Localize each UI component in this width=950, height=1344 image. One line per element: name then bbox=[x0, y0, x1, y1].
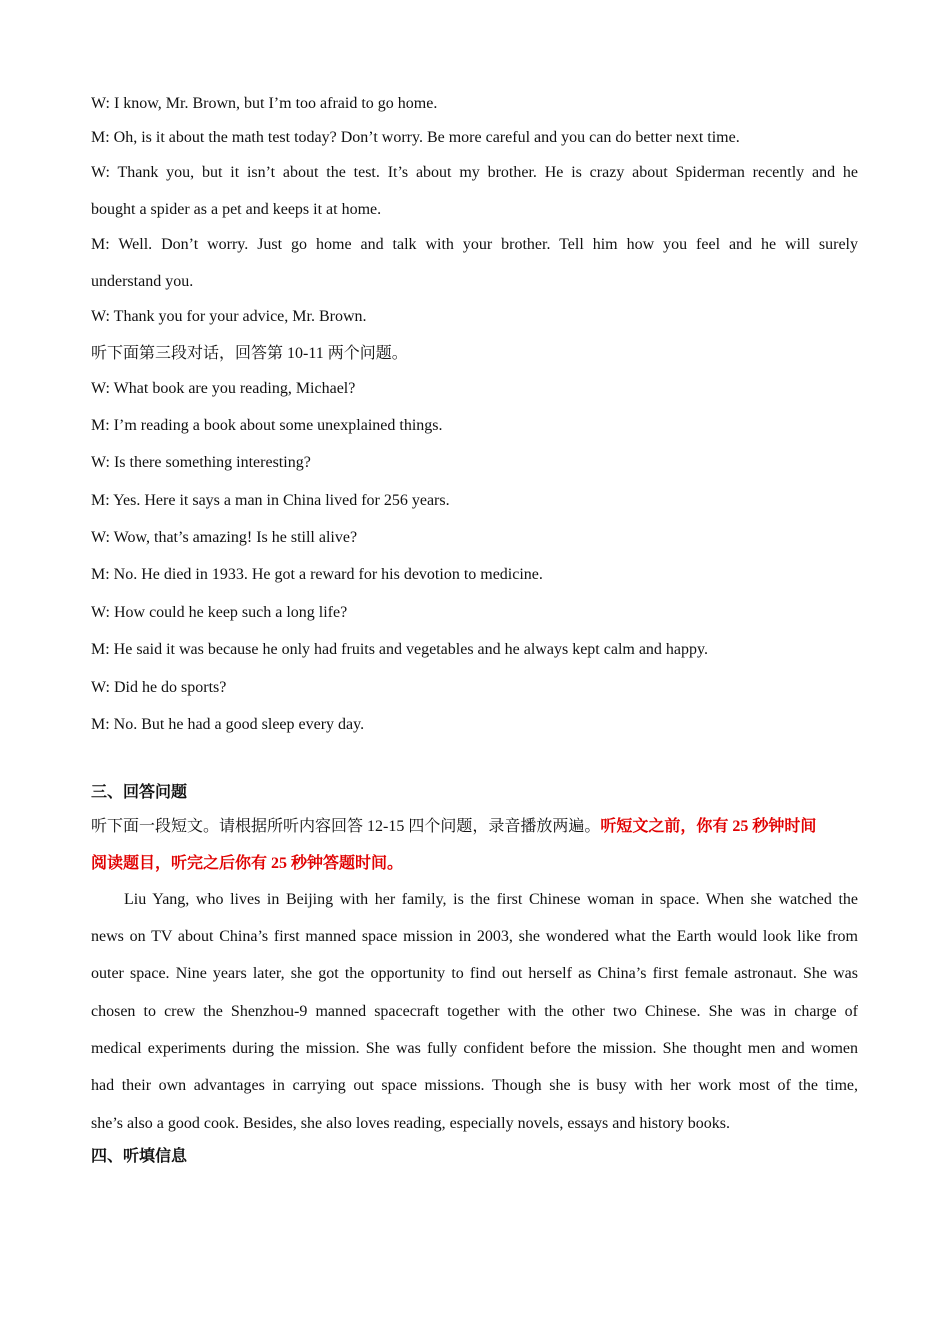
dialogue-line: M: No. He died in 1933. He got a reward for his devotion to medicine. bbox=[91, 566, 543, 583]
section-instructions bbox=[91, 817, 858, 837]
dialogue-line: understand you. bbox=[91, 273, 194, 290]
passage-line: Liu Yang, who lives in Beijing with her family, is the first Chinese woman in space. When she watched the bbox=[124, 891, 858, 908]
dialogue-line: M: Yes. Here it says a man in China lived for 256 years. bbox=[91, 492, 450, 509]
passage-line: chosen to crew the Shenzhou-9 manned spacecraft together with the other two Chinese. She was in charge of bbox=[91, 1003, 858, 1020]
dialogue-line: W: Did he do sports? bbox=[91, 679, 227, 696]
section-heading: 四、听填信息 bbox=[91, 1148, 188, 1165]
dialogue-line: W: Thank you for your advice, Mr. Brown. bbox=[91, 308, 367, 325]
passage-line: medical experiments during the mission. She was fully confident before the mission. She thought men and women bbox=[91, 1040, 858, 1057]
passage-line: outer space. Nine years later, she got the opportunity to find out herself as China’s first female astronaut. She was bbox=[91, 965, 858, 982]
dialogue-line: W: What book are you reading, Michael? bbox=[91, 380, 356, 397]
passage-line: she’s also a good cook. Besides, she also loves reading, especially novels, essays and history books. bbox=[91, 1115, 730, 1132]
dialogue-line: W: Thank you, but it isn’t about the test. It’s about my brother. He is crazy about Spiderman recently and he bbox=[91, 164, 858, 181]
passage-line: had their own advantages in carrying out space missions. Though she is busy with her work most of the time, bbox=[91, 1077, 858, 1094]
dialogue-line: M: He said it was because he only had fruits and vegetables and he always kept calm and happy. bbox=[91, 641, 708, 658]
instructions-highlight: 阅读题目，听完之后你有 25 秒钟答题时间。 bbox=[91, 855, 404, 872]
dialogue-line: M: Oh, is it about the math test today? Don’t worry. Be more careful and you can do better next time. bbox=[91, 129, 740, 146]
dialogue-line: W: Wow, that’s amazing! Is he still alive? bbox=[91, 529, 358, 546]
dialogue-line: M: No. But he had a good sleep every day. bbox=[91, 716, 365, 733]
dialogue-line: W: How could he keep such a long life? bbox=[91, 604, 348, 621]
dialogue-line: W: I know, Mr. Brown, but I’m too afraid to go home. bbox=[91, 95, 438, 112]
dialogue-intro: 听下面第三段对话，回答第 10-11 两个问题。 bbox=[91, 345, 408, 362]
instructions-highlight: 听短文之前，你有 25 秒钟时间 bbox=[600, 818, 817, 835]
dialogue-line: M: Well. Don’t worry. Just go home and talk with your brother. Tell him how you feel and he will surely bbox=[91, 236, 858, 253]
dialogue-line: bought a spider as a pet and keeps it at home. bbox=[91, 201, 382, 218]
passage-line: news on TV about China’s first manned space mission in 2003, she wondered what the Earth would look like from bbox=[91, 928, 858, 945]
section-heading: 三、回答问题 bbox=[91, 784, 188, 801]
dialogue-line: W: Is there something interesting? bbox=[91, 454, 311, 471]
instructions-plain: 听下面一段短文。请根据所听内容回答 12-15 四个问题，录音播放两遍。 bbox=[91, 818, 601, 835]
dialogue-line: M: I’m reading a book about some unexplained things. bbox=[91, 417, 443, 434]
